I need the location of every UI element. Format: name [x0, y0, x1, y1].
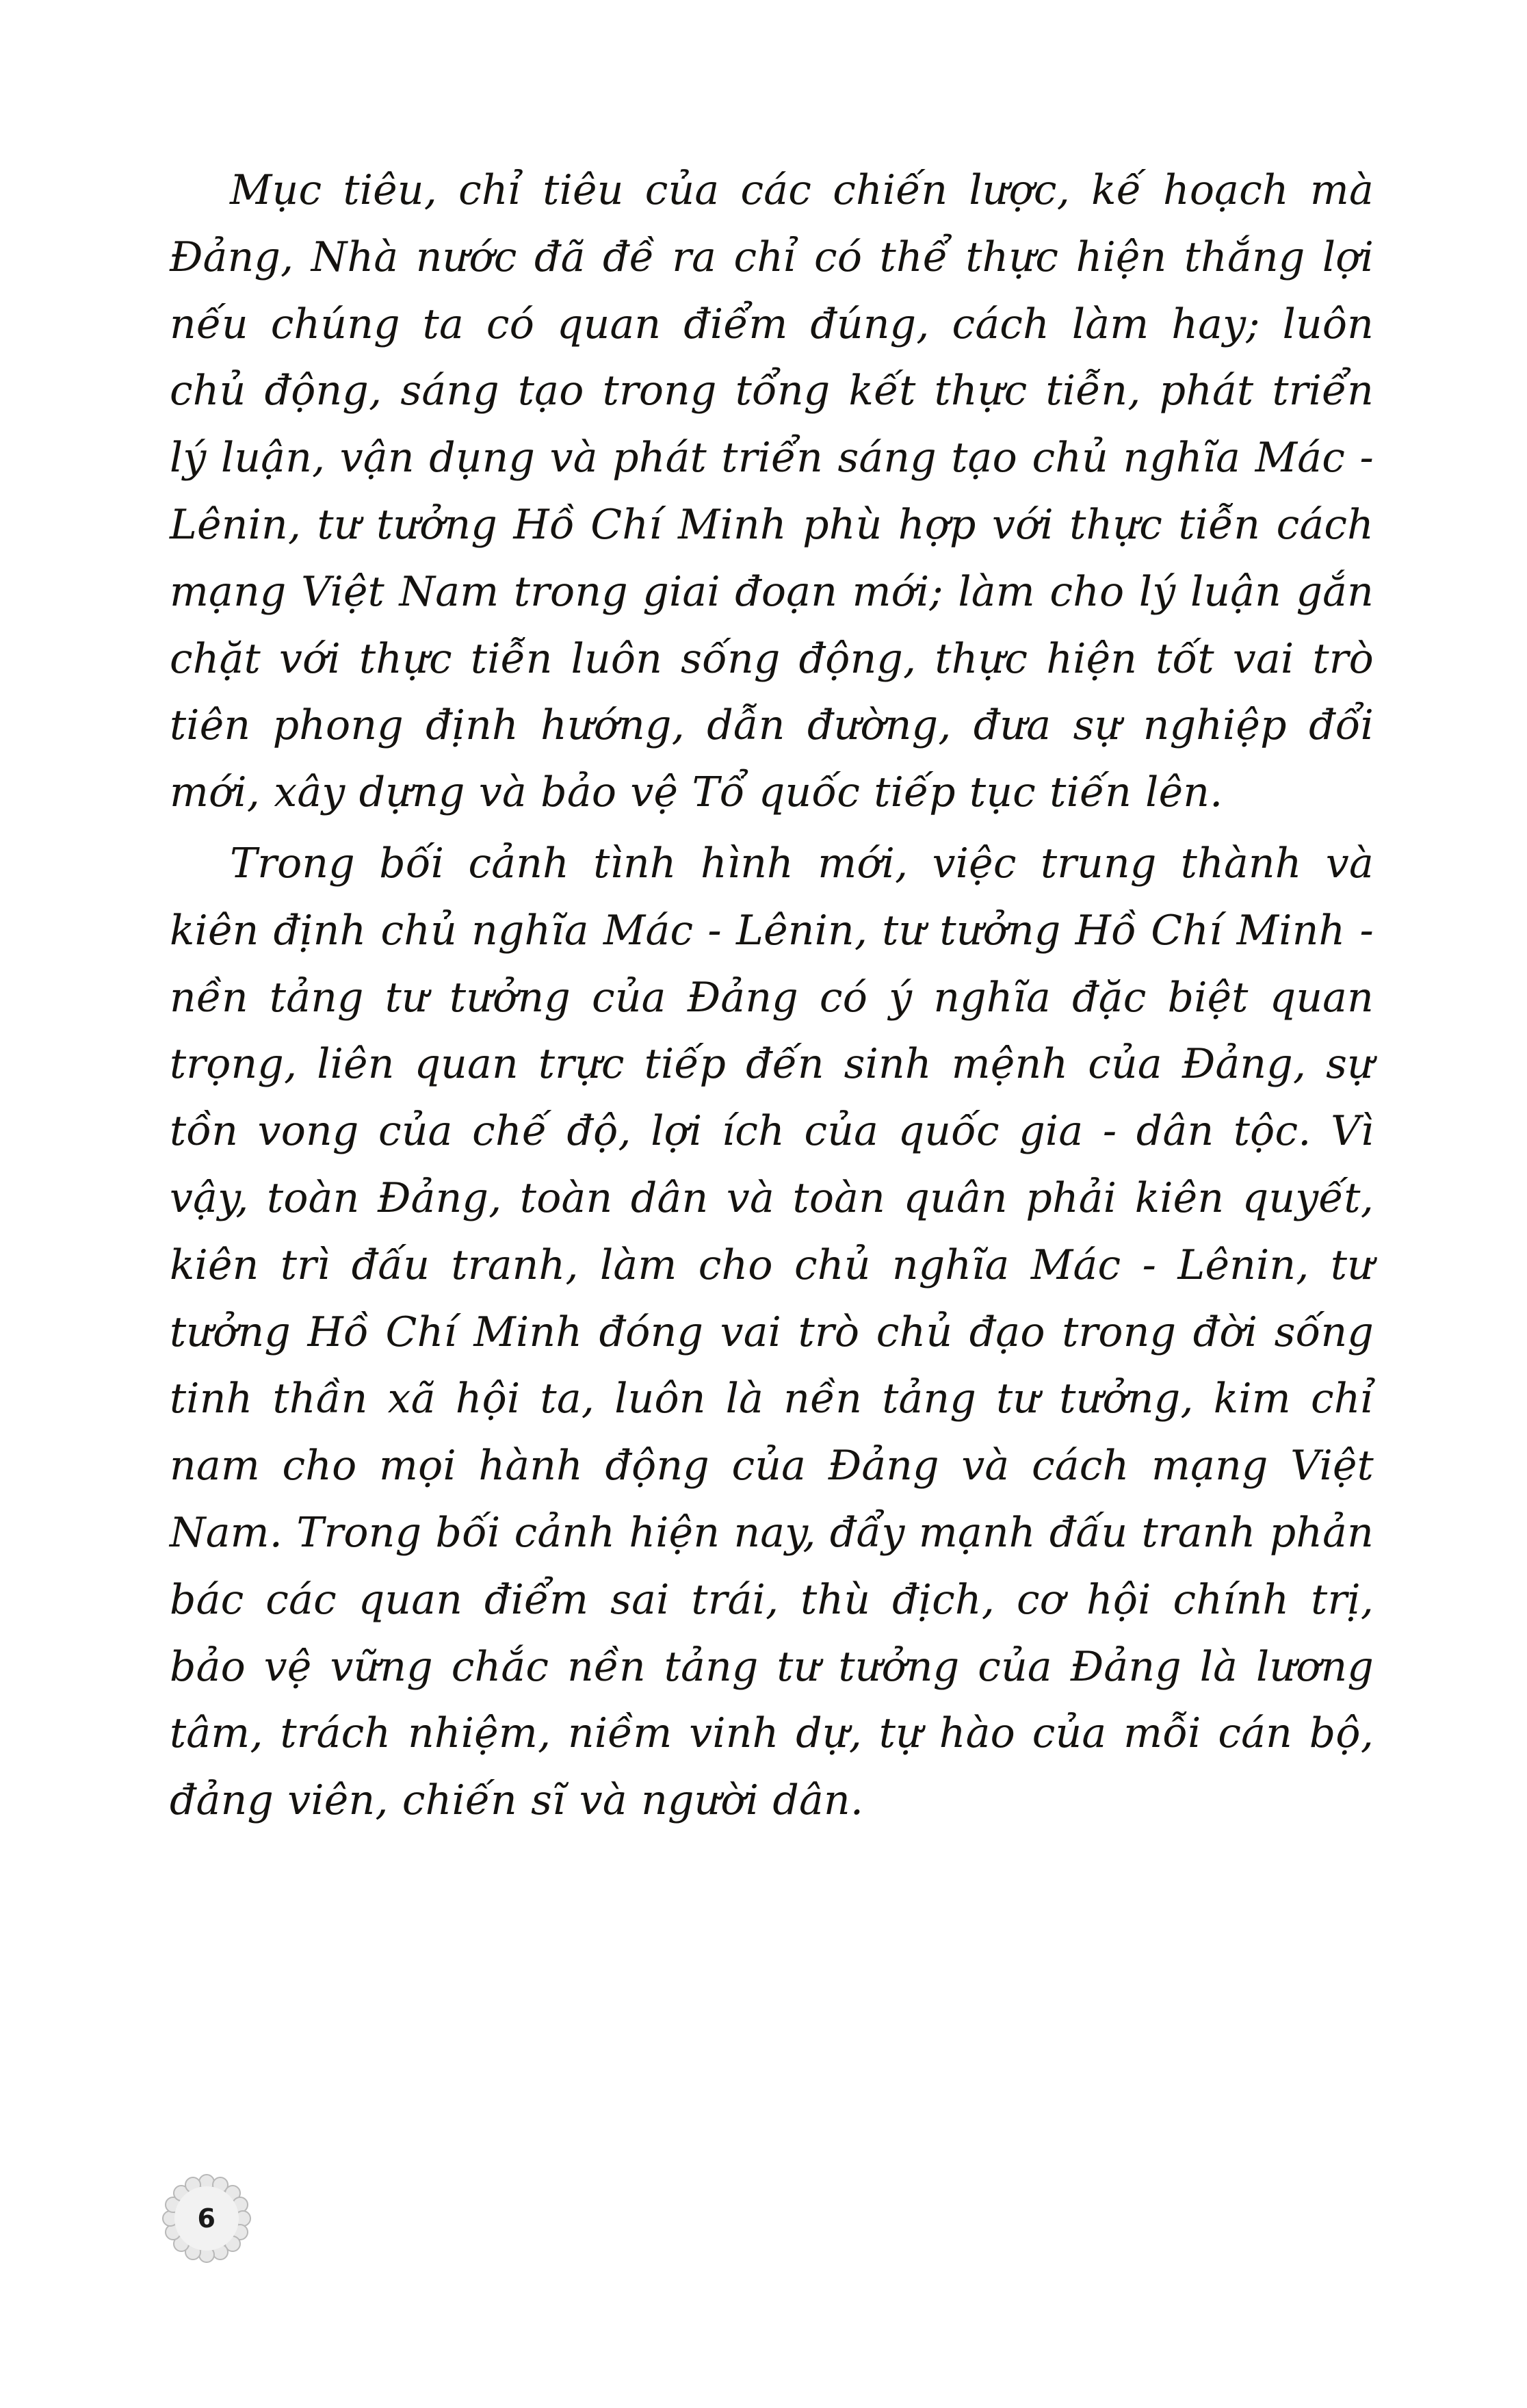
- page-number-badge: [161, 2173, 252, 2264]
- page-text-body: [170, 157, 1374, 1835]
- page-number: 6: [197, 2203, 216, 2234]
- paragraph: Trong bối cảnh tình hình mới, việc trung thành và kiên định chủ nghĩa Mác - Lênin, tư tưởng Hồ Chí Minh - nền tảng tư tưởng của Đảng có ý nghĩa đặc biệt quan trọng, liên quan trực tiếp đến sinh mệnh của Đảng, sự tồn vong của chế độ, lợi ích của quốc gia - dân tộc. Vì vậy, toàn Đảng, toàn dân và toàn quân phải kiên quyết, kiên trì đấu tranh, làm cho chủ nghĩa Mác - Lênin, tư tưởng Hồ Chí Minh đóng vai trò chủ đạo trong đời sống tinh thần xã hội ta, luôn là nền tảng tư tưởng, kim chỉ nam cho mọi hành động của Đảng và cách mạng Việt Nam. Trong bối cảnh hiện nay, đẩy mạnh đấu tranh phản bác các quan điểm sai trái, thù địch, cơ hội chính trị, bảo vệ vững chắc nền tảng tư tưởng của Đảng là lương tâm, trách nhiệm, niềm vinh dự, tự hào của mỗi cán bộ, đảng viên, chiến sĩ và người dân.: [170, 839, 1374, 1825]
- paragraph: Mục tiêu, chỉ tiêu của các chiến lược, kế hoạch mà Đảng, Nhà nước đã đề ra chỉ có thể thực hiện thắng lợi nếu chúng ta có quan điểm đúng, cách làm hay; luôn chủ động, sáng tạo trong tổng kết thực tiễn, phát triển lý luận, vận dụng và phát triển sáng tạo chủ nghĩa Mác - Lênin, tư tưởng Hồ Chí Minh phù hợp với thực tiễn cách mạng Việt Nam trong giai đoạn mới; làm cho lý luận gắn chặt với thực tiễn luôn sống động, thực hiện tốt vai trò tiên phong định hướng, dẫn đường, đưa sự nghiệp đổi mới, xây dựng và bảo vệ Tổ quốc tiếp tục tiến lên.: [170, 166, 1374, 817]
